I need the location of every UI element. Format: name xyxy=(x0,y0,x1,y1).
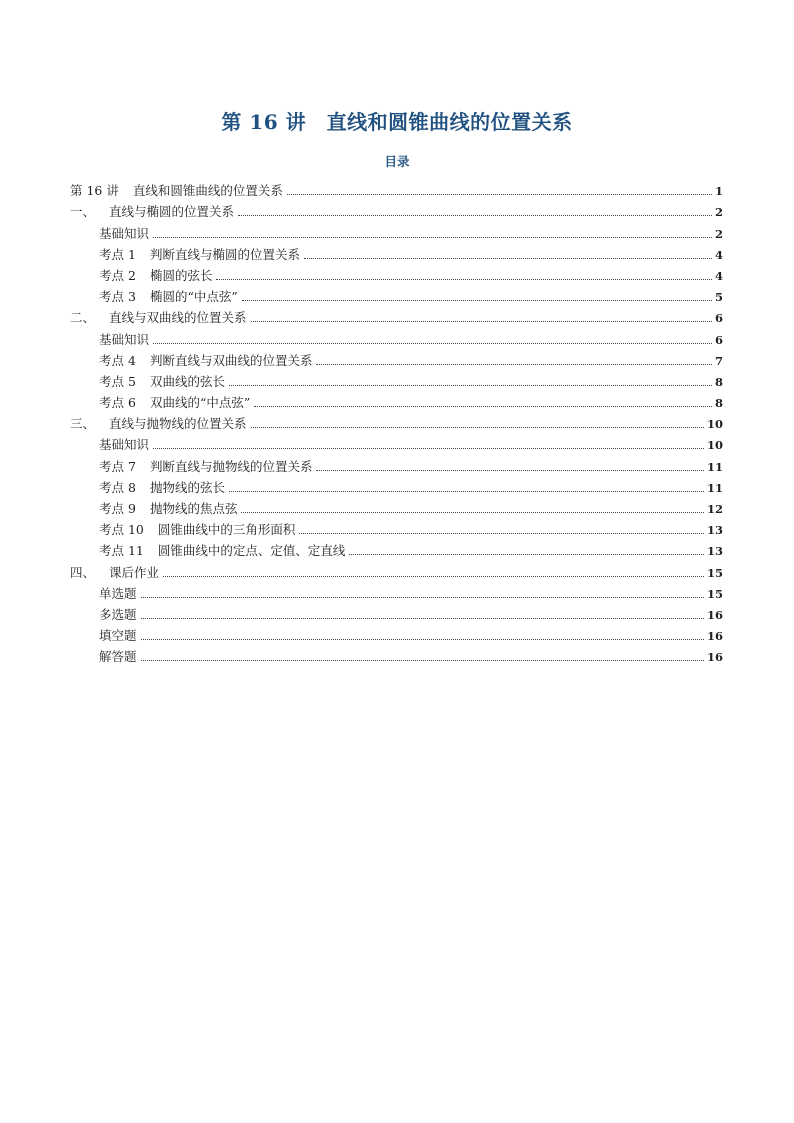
toc-entry[interactable] xyxy=(70,644,723,665)
toc-entry[interactable] xyxy=(70,559,723,580)
toc-page-number: 13 xyxy=(706,544,723,559)
toc-entry-number: 考点 3 xyxy=(99,289,136,305)
toc-entry-text xyxy=(99,522,297,538)
toc-page-number: 13 xyxy=(706,523,723,538)
toc-entry[interactable] xyxy=(70,475,723,496)
toc-entry[interactable] xyxy=(70,242,723,263)
toc-page-number: 2 xyxy=(714,205,723,220)
dot-leader xyxy=(242,300,712,301)
toc-page-number: 12 xyxy=(706,502,723,516)
toc-page-number: 15 xyxy=(706,565,723,580)
toc-entry-text xyxy=(99,226,151,242)
dot-leader xyxy=(141,660,704,661)
toc-page-number: 16 xyxy=(706,629,723,644)
dot-leader xyxy=(216,279,712,280)
table-of-contents xyxy=(70,178,723,665)
toc-entry[interactable] xyxy=(70,369,723,390)
toc-entry-label: 判断直线与双曲线的位置关系 xyxy=(149,352,313,368)
toc-entry[interactable] xyxy=(70,348,723,369)
dot-leader xyxy=(251,321,712,322)
toc-entry[interactable] xyxy=(70,178,723,199)
toc-entry[interactable] xyxy=(70,199,723,220)
toc-entry-text xyxy=(99,628,139,644)
dot-leader xyxy=(141,597,704,598)
toc-page-number: 10 xyxy=(706,438,723,453)
toc-entry-number: 考点 7 xyxy=(99,458,136,474)
toc-entry-text xyxy=(70,204,236,220)
toc-heading: 目录 xyxy=(384,154,410,169)
dot-leader xyxy=(287,194,712,195)
toc-entry-label: 多选题 xyxy=(99,606,137,622)
toc-entry-label: 判断直线与椭圆的位置关系 xyxy=(149,246,300,262)
toc-entry[interactable] xyxy=(70,496,723,517)
dot-leader xyxy=(251,427,704,428)
toc-page-number: 7 xyxy=(714,353,723,368)
toc-entry-text xyxy=(99,649,139,665)
toc-page-number: 1 xyxy=(714,184,723,199)
toc-entry-number: 考点 2 xyxy=(99,267,136,283)
dot-leader xyxy=(153,237,712,238)
toc-entry-text xyxy=(70,565,161,581)
toc-entry-label: 单选题 xyxy=(99,585,137,601)
toc-entry[interactable] xyxy=(70,220,723,241)
toc-entry-number: 考点 11 xyxy=(99,543,144,559)
toc-entry[interactable] xyxy=(70,284,723,305)
toc-entry[interactable] xyxy=(70,390,723,411)
toc-entry-label: 圆锥曲线中的定点、定值、定直线 xyxy=(157,543,346,559)
toc-entry-number: 一、 xyxy=(70,204,96,220)
toc-entry-text xyxy=(99,607,139,623)
toc-entry-text xyxy=(99,289,240,305)
toc-entry-text xyxy=(99,332,151,348)
toc-entry-text xyxy=(70,416,249,432)
toc-entry-label: 双曲线的“中点弦” xyxy=(149,395,251,411)
toc-entry-label: 基础知识 xyxy=(99,437,150,453)
toc-entry-text xyxy=(99,395,252,411)
toc-entry-label: 基础知识 xyxy=(99,225,150,241)
toc-entry-text xyxy=(70,183,285,199)
toc-entry[interactable] xyxy=(70,326,723,347)
toc-entry-number: 二、 xyxy=(70,310,96,326)
toc-entry[interactable] xyxy=(70,623,723,644)
dot-leader xyxy=(229,491,704,492)
toc-entry-number: 考点 5 xyxy=(99,373,136,389)
toc-entry-label: 解答题 xyxy=(99,649,137,665)
dot-leader xyxy=(141,618,704,619)
dot-leader xyxy=(238,215,712,216)
dot-leader xyxy=(316,470,704,471)
dot-leader xyxy=(229,385,712,386)
toc-entry[interactable] xyxy=(70,305,723,326)
toc-entry[interactable] xyxy=(70,538,723,559)
toc-entry-label: 填空题 xyxy=(99,628,137,644)
toc-page-number: 8 xyxy=(714,396,723,411)
dot-leader xyxy=(153,448,704,449)
toc-entry-text xyxy=(99,543,347,559)
dot-leader xyxy=(153,343,712,344)
toc-page-number: 16 xyxy=(706,607,723,622)
dot-leader xyxy=(141,639,704,640)
toc-entry[interactable] xyxy=(70,602,723,623)
dot-leader xyxy=(163,576,704,577)
toc-entry-label: 直线和圆锥曲线的位置关系 xyxy=(132,183,283,199)
toc-entry-number: 四、 xyxy=(70,564,96,580)
toc-entry-text xyxy=(99,459,314,475)
toc-page-number: 5 xyxy=(714,290,723,305)
toc-page-number: 6 xyxy=(714,332,723,347)
toc-entry-number: 考点 10 xyxy=(99,522,144,538)
toc-entry-label: 课后作业 xyxy=(109,564,160,580)
page-title: 第 16 讲 直线和圆锥曲线的位置关系 xyxy=(221,110,573,134)
toc-entry-label: 椭圆的“中点弦” xyxy=(149,289,238,305)
toc-entry-label: 判断直线与抛物线的位置关系 xyxy=(149,458,313,474)
toc-entry-text xyxy=(99,353,314,369)
toc-page-number: 15 xyxy=(706,586,723,601)
toc-entry-label: 基础知识 xyxy=(99,331,150,347)
toc-page-number: 6 xyxy=(714,311,723,326)
toc-entry[interactable] xyxy=(70,411,723,432)
toc-entry-number: 考点 1 xyxy=(99,246,136,262)
toc-entry-text xyxy=(70,310,249,326)
toc-entry-number: 考点 8 xyxy=(99,479,136,495)
toc-entry-label: 圆锥曲线中的三角形面积 xyxy=(157,522,296,538)
toc-entry-number: 第 16 讲 xyxy=(70,183,119,199)
toc-entry-label: 直线与椭圆的位置关系 xyxy=(109,204,235,220)
toc-entry-text xyxy=(99,437,151,453)
toc-page-number: 4 xyxy=(714,247,723,262)
toc-entry[interactable] xyxy=(70,581,723,602)
toc-entry-text xyxy=(99,374,227,390)
toc-entry[interactable] xyxy=(70,263,723,284)
toc-entry-text xyxy=(99,480,227,496)
toc-entry-text xyxy=(99,586,139,602)
toc-entry[interactable] xyxy=(70,517,723,538)
dot-leader xyxy=(349,554,704,555)
toc-page-number: 4 xyxy=(714,268,723,283)
dot-leader xyxy=(316,364,712,365)
toc-page-number: 10 xyxy=(706,417,723,432)
toc-entry-label: 直线与双曲线的位置关系 xyxy=(109,310,247,326)
dot-leader xyxy=(304,258,712,259)
dot-leader xyxy=(241,512,704,513)
toc-entry[interactable] xyxy=(70,453,723,474)
toc-page-number: 11 xyxy=(706,480,723,495)
toc-entry-label: 双曲线的弦长 xyxy=(149,373,225,389)
toc-entry-number: 考点 9 xyxy=(99,501,136,516)
toc-page-number: 8 xyxy=(714,374,723,389)
toc-entry-text xyxy=(99,501,239,517)
toc-entry-number: 考点 4 xyxy=(99,352,136,368)
toc-entry[interactable] xyxy=(70,432,723,453)
toc-entry-text xyxy=(99,247,302,263)
toc-entry-label: 直线与抛物线的位置关系 xyxy=(109,416,247,432)
toc-entry-label: 椭圆的弦长 xyxy=(149,267,213,283)
toc-entry-label: 抛物线的焦点弦 xyxy=(149,501,238,516)
toc-page-number: 11 xyxy=(706,459,723,474)
dot-leader xyxy=(254,406,712,407)
toc-entry-number: 三、 xyxy=(70,416,96,432)
toc-page-number: 2 xyxy=(714,226,723,241)
toc-page-number: 16 xyxy=(706,650,723,665)
toc-entry-text xyxy=(99,268,214,284)
toc-entry-label: 抛物线的弦长 xyxy=(149,479,225,495)
toc-entry-number: 考点 6 xyxy=(99,395,136,411)
dot-leader xyxy=(299,533,704,534)
